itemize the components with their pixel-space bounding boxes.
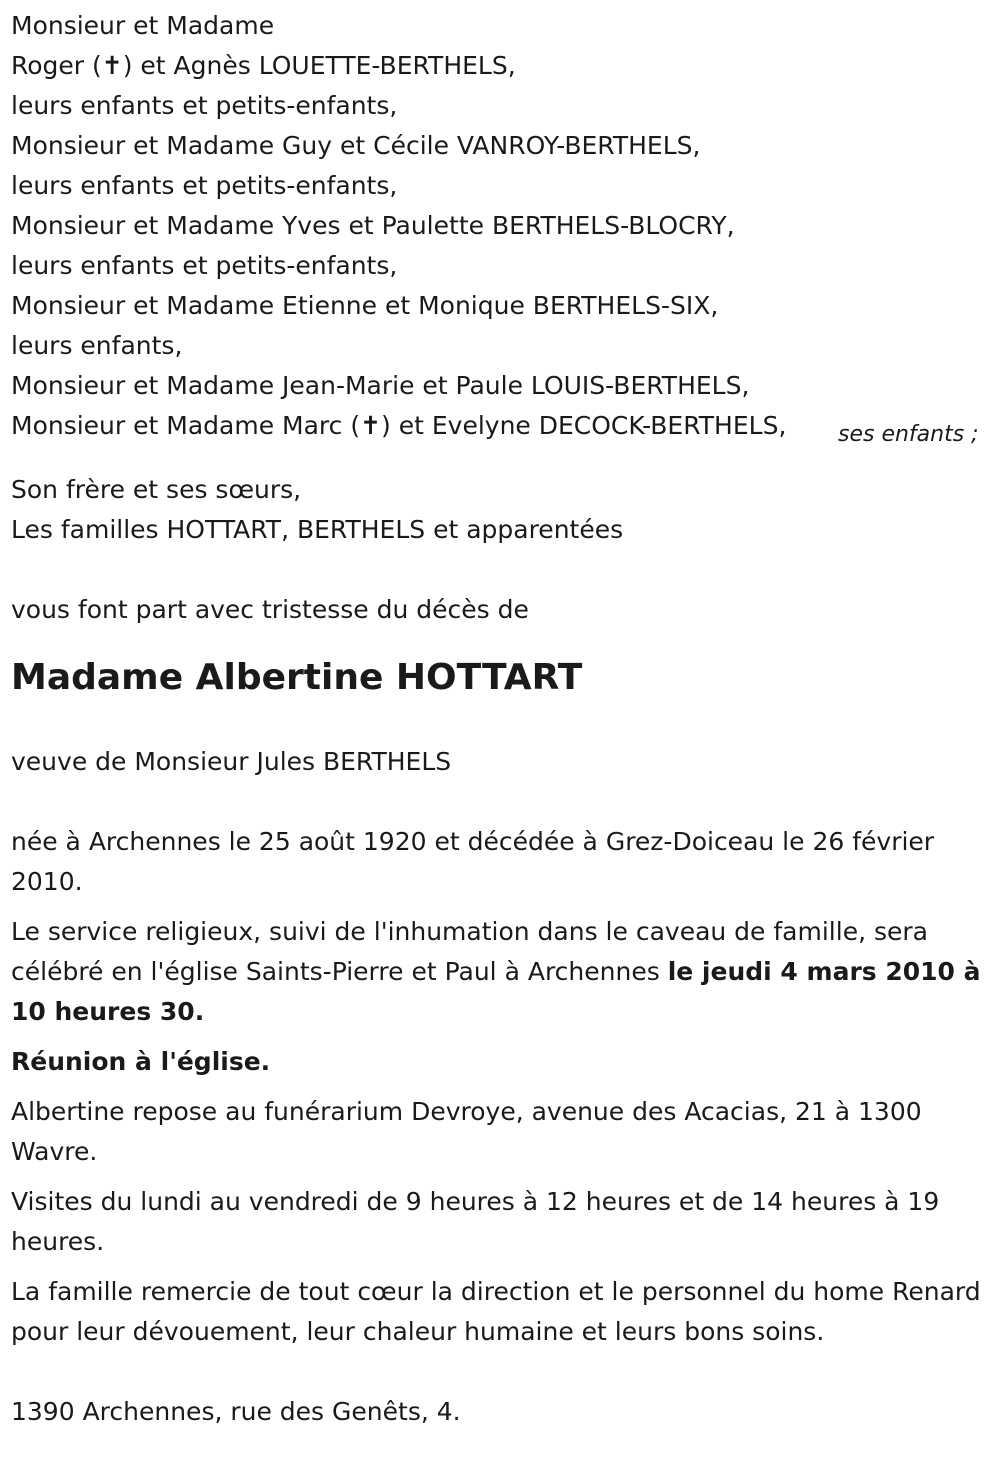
family-line: Monsieur et Madame Marc (✝) et Evelyne DECOCK-BERTHELS, [11, 411, 787, 440]
thanks-text: La famille remercie de tout cœur la direction et le personnel du home Renard pour leur dévouement, leur chaleur humaine et leurs bons soins. [11, 1277, 981, 1346]
family-line: leurs enfants et petits-enfants, [11, 91, 398, 120]
family-line: leurs enfants et petits-enfants, [11, 251, 398, 280]
family-line: Monsieur et Madame Guy et Cécile VANROY-BERTHELS, [11, 131, 701, 160]
family-line: Monsieur et Madame [11, 11, 275, 40]
family-line: Roger (✝) et Agnès LOUETTE-BERTHELS, [11, 51, 516, 80]
service-text [11, 912, 988, 1032]
birth-death-text: née à Archennes le 25 août 1920 et décédée à Grez-Doiceau le 26 février 2010. [11, 827, 935, 896]
relatives-line: Son frère et ses sœurs, [11, 475, 302, 504]
family-line: leurs enfants et petits-enfants, [11, 171, 398, 200]
family-list [11, 6, 988, 446]
funeral-home-text: Albertine repose au funérarium Devroye, avenue des Acacias, 21 à 1300 Wavre. [11, 1097, 922, 1166]
announcement-text: vous font part avec tristesse du décès de [11, 595, 529, 624]
family-line: Monsieur et Madame Etienne et Monique BERTHELS-SIX, [11, 291, 719, 320]
family-last-line [11, 406, 988, 446]
deceased-name: Madame Albertine HOTTART [11, 657, 583, 698]
family-line: Monsieur et Madame Jean-Marie et Paule LOUIS-BERTHELS, [11, 371, 750, 400]
service-description: Le service religieux, suivi de l'inhumation dans le caveau de famille, sera célébré en l'église Saints-Pierre et Paul à Archennes [11, 917, 928, 986]
service-datetime: le jeudi 4 mars 2010 à 10 heures 30. [11, 957, 981, 1026]
address-text: 1390 Archennes, rue des Genêts, 4. [11, 1397, 461, 1426]
visits-text: Visites du lundi au vendredi de 9 heures à 12 heures et de 14 heures à 19 heures. [11, 1187, 940, 1256]
family-line: Monsieur et Madame Yves et Paulette BERTHELS-BLOCRY, [11, 211, 735, 240]
relation-label: ses enfants ; [838, 422, 979, 447]
family-line: leurs enfants, [11, 331, 183, 360]
meeting-text: Réunion à l'église. [11, 1047, 271, 1076]
widow-of-text: veuve de Monsieur Jules BERTHELS [11, 747, 452, 776]
relatives-line: Les familles HOTTART, BERTHELS et apparentées [11, 515, 624, 544]
